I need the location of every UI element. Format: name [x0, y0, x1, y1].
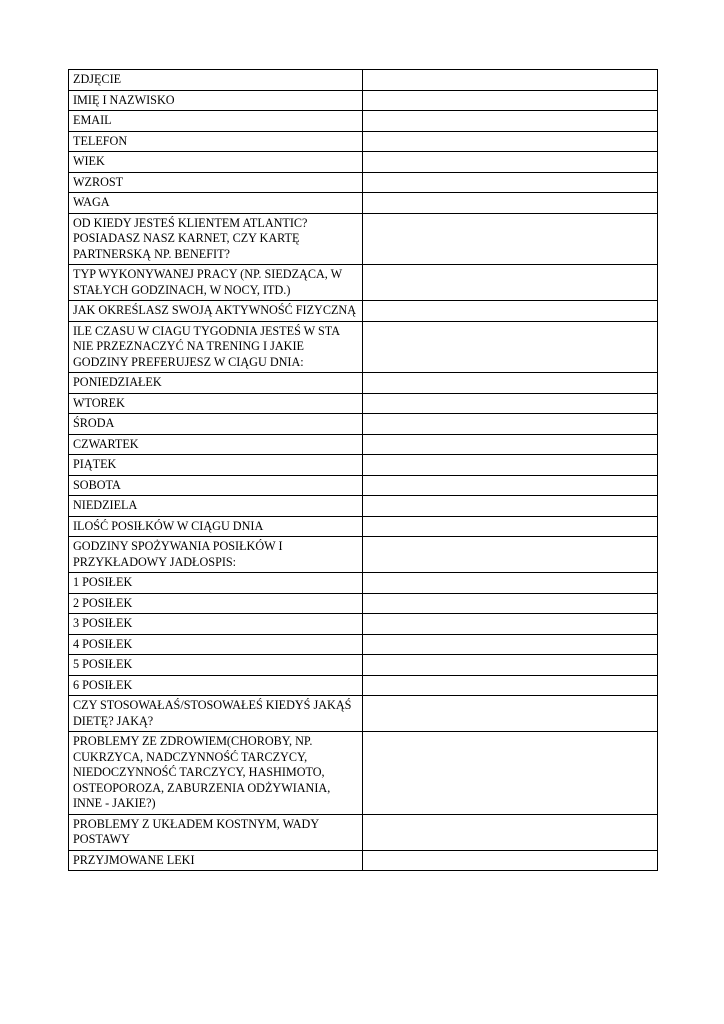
question-label: TYP WYKONYWANEJ PRACY (NP. SIEDZĄCA, W STAŁYCH GODZINACH, W NOCY, ITD.) — [69, 265, 363, 301]
answer-field[interactable] — [363, 655, 658, 676]
answer-field[interactable] — [363, 152, 658, 173]
answer-field[interactable] — [363, 455, 658, 476]
question-label: 1 POSIŁEK — [69, 573, 363, 594]
form-row — [69, 634, 658, 655]
answer-field[interactable] — [363, 614, 658, 635]
form-row — [69, 90, 658, 111]
answer-field[interactable] — [363, 393, 658, 414]
answer-field[interactable] — [363, 850, 658, 871]
question-label: WIEK — [69, 152, 363, 173]
form-row — [69, 393, 658, 414]
question-label: GODZINY SPOŻYWANIA POSIŁKÓW I PRZYKŁADOWY JADŁOSPIS: — [69, 537, 363, 573]
form-row — [69, 537, 658, 573]
answer-field[interactable] — [363, 321, 658, 373]
question-label: 4 POSIŁEK — [69, 634, 363, 655]
question-label: WAGA — [69, 193, 363, 214]
question-label: 5 POSIŁEK — [69, 655, 363, 676]
answer-field[interactable] — [363, 475, 658, 496]
answer-field[interactable] — [363, 814, 658, 850]
form-row — [69, 265, 658, 301]
question-label: PROBLEMY ZE ZDROWIEM(CHOROBY, NP. CUKRZYCA, NADCZYNNOŚĆ TARCZYCY, NIEDOCZYNNOŚĆ TARCZYCY, HASHIMOTO, OSTEOPOROZA, ZABURZENIA ODŻYWIANIA, INNE - JAKIE?) — [69, 732, 363, 815]
answer-field[interactable] — [363, 434, 658, 455]
form-row — [69, 193, 658, 214]
question-label: ILOŚĆ POSIŁKÓW W CIĄGU DNIA — [69, 516, 363, 537]
form-row — [69, 655, 658, 676]
form-row — [69, 373, 658, 394]
answer-field[interactable] — [363, 213, 658, 265]
question-label: WTOREK — [69, 393, 363, 414]
question-label: SOBOTA — [69, 475, 363, 496]
form-row — [69, 414, 658, 435]
answer-field[interactable] — [363, 301, 658, 322]
question-label: IMIĘ I NAZWISKO — [69, 90, 363, 111]
form-row — [69, 172, 658, 193]
form-row — [69, 675, 658, 696]
question-label: TELEFON — [69, 131, 363, 152]
form-row — [69, 213, 658, 265]
answer-field[interactable] — [363, 111, 658, 132]
question-label: ŚRODA — [69, 414, 363, 435]
answer-field[interactable] — [363, 131, 658, 152]
question-label: OD KIEDY JESTEŚ KLIENTEM ATLANTIC? POSIADASZ NASZ KARNET, CZY KARTĘ PARTNERSKĄ NP. BENEFIT? — [69, 213, 363, 265]
question-label: 6 POSIŁEK — [69, 675, 363, 696]
form-row — [69, 70, 658, 91]
form-row — [69, 131, 658, 152]
form-row — [69, 475, 658, 496]
question-label: ZDJĘCIE — [69, 70, 363, 91]
form-row — [69, 814, 658, 850]
form-row — [69, 301, 658, 322]
questionnaire-table — [68, 69, 658, 871]
answer-field[interactable] — [363, 496, 658, 517]
answer-field[interactable] — [363, 414, 658, 435]
answer-field[interactable] — [363, 732, 658, 815]
form-row — [69, 614, 658, 635]
answer-field[interactable] — [363, 573, 658, 594]
answer-field[interactable] — [363, 634, 658, 655]
answer-field[interactable] — [363, 265, 658, 301]
question-label: ILE CZASU W CIAGU TYGODNIA JESTEŚ W STA NIE PRZEZNACZYĆ NA TRENING I JAKIE GODZINY PREFERUJESZ W CIĄGU DNIA: — [69, 321, 363, 373]
question-label: CZY STOSOWAŁAŚ/STOSOWAŁEŚ KIEDYŚ JAKĄŚ DIETĘ? JAKĄ? — [69, 696, 363, 732]
answer-field[interactable] — [363, 696, 658, 732]
question-label: PONIEDZIAŁEK — [69, 373, 363, 394]
question-label: JAK OKREŚLASZ SWOJĄ AKTYWNOŚĆ FIZYCZNĄ — [69, 301, 363, 322]
form-row — [69, 732, 658, 815]
answer-field[interactable] — [363, 675, 658, 696]
form-row — [69, 516, 658, 537]
questionnaire-body — [69, 70, 658, 871]
form-row — [69, 152, 658, 173]
form-row — [69, 573, 658, 594]
answer-field[interactable] — [363, 70, 658, 91]
question-label: 3 POSIŁEK — [69, 614, 363, 635]
question-label: PIĄTEK — [69, 455, 363, 476]
form-row — [69, 434, 658, 455]
answer-field[interactable] — [363, 193, 658, 214]
answer-field[interactable] — [363, 516, 658, 537]
form-row — [69, 321, 658, 373]
answer-field[interactable] — [363, 373, 658, 394]
form-row — [69, 455, 658, 476]
form-row — [69, 111, 658, 132]
form-row — [69, 850, 658, 871]
question-label: 2 POSIŁEK — [69, 593, 363, 614]
form-row — [69, 696, 658, 732]
question-label: PRZYJMOWANE LEKI — [69, 850, 363, 871]
question-label: PROBLEMY Z UKŁADEM KOSTNYM, WADY POSTAWY — [69, 814, 363, 850]
answer-field[interactable] — [363, 90, 658, 111]
question-label: WZROST — [69, 172, 363, 193]
question-label: EMAIL — [69, 111, 363, 132]
form-row — [69, 496, 658, 517]
question-label: NIEDZIELA — [69, 496, 363, 517]
form-row — [69, 593, 658, 614]
answer-field[interactable] — [363, 593, 658, 614]
answer-field[interactable] — [363, 172, 658, 193]
question-label: CZWARTEK — [69, 434, 363, 455]
answer-field[interactable] — [363, 537, 658, 573]
